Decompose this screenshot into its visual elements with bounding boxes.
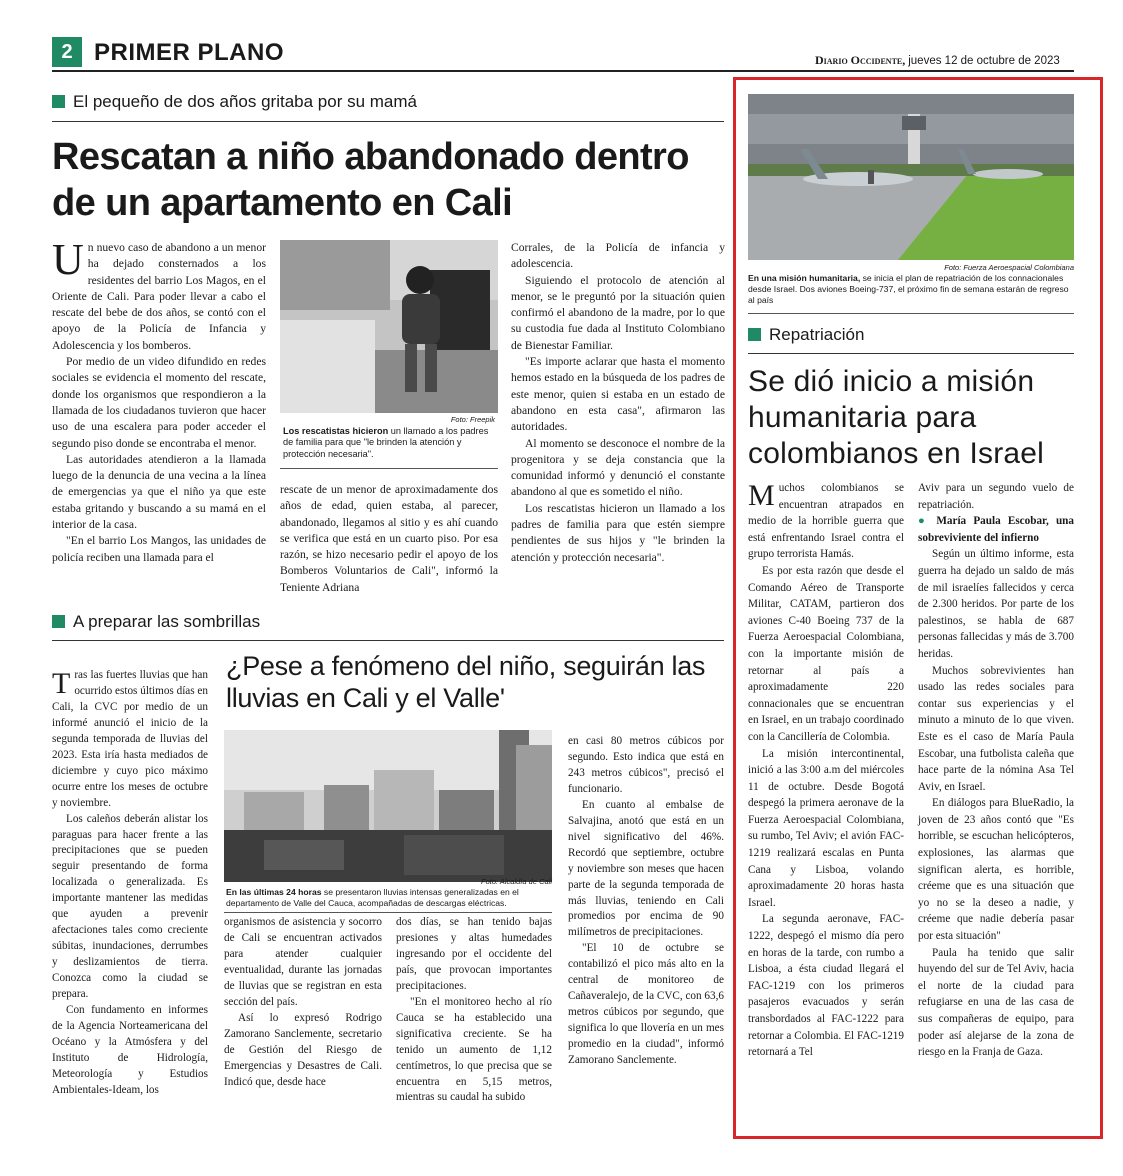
story1-column-2: rescate de un menor de aproximadamente dos años de edad, quien estaba, al parecer, abandonado, llegamos al sitio y es ahí cuando se verifica que está en un cuarto piso. Por esa razón, se hizo necesario pedir el apoyo de los Bomberos Voluntarios de Cali", informó la Teniente Adriana — [280, 483, 498, 594]
story3-column-2: Aviv para un segundo vuelo de repatriación. ● María Paula Escobar, una sobreviviente del infierno Según un último informe, esta guerra ha dejado un saldo de más de mil israelíes fallecidos y cerca de 2.300 heridos. Por parte de los palestinos, se habla de 687 personas fallecidas y más de 3.700 heridas. Muchos sobrevivientes han usado las redes sociales para contar sus experiencias y el minuto a minuto de lo que viven. Este es el caso de María Paula Escobar, una futbolista caleña que hace parte de la nómina Asa Tel Aviv, en Israel. En diálogos para BlueRadio, la joven de 23 años contó que "Es horrible, se escuchan helicópteros, explosiones, las alarmas que significan alerta, es horrible, créeme que es una situación que yo no se la deseo a nadie, y créeme que nadie debería pasar por esta situación" Paula ha tenido que salir huyendo del sur de Tel Aviv, hacia el norte de la ciudad para refugiarse en una de las casa de sus compañeras de equipo, para poder así alejarse de la zona de riesgo en la Franja de Gaza. — [918, 482, 1074, 1059]
photo-credit: Foto: Alcaldía de Cali — [480, 877, 552, 886]
story2-photo — [224, 730, 552, 882]
story1-kicker: El pequeño de dos años gritaba por su mamá — [52, 92, 417, 112]
masthead-line — [815, 53, 1060, 68]
story3-photo — [748, 94, 1074, 260]
story1-column-3: Corrales, de la Policía de infancia y adolescencia. Siguiendo el protocolo de atención al menor, se le preguntó por la situación quien confirmó el abandono de la madre, por lo que su custodia fue dada al Instituto Colombiano de Bienestar Familiar. "Es importe aclarar que hasta el momento hemos estado en la búsqueda de los padres de este menor, quien si estaba en un estado de abandono en esta casa", afirmaron las autoridades. Al momento se desconoce el nombre de la progenitora y se deja constancia que la comunidad informó y denunció el constante abandono al que es sometido el niño. Los rescatistas hicieron un llamado a los padres de familia para que estén siempre pendientes de sus hijos y "le brinden la atención y protección necesaria". — [511, 241, 725, 564]
dropcap: U — [52, 235, 84, 284]
story3-caption: Foto: Fuerza Aeroespacial Colombiana En una misión humanitaria, se inicia el plan de repatriación de los connacionales desde Israel. Dos aviones Boeing-737, el próximo fin de semana estarán de regreso al país — [748, 263, 1074, 305]
story2-caption-rule — [224, 912, 552, 913]
photo-credit: Foto: Fuerza Aeroespacial Colombiana — [944, 263, 1074, 272]
story2-column-4: en casi 80 metros cúbicos por segundo. Esto indica que está en 243 metros cúbicos", precisó el funcionario. En cuanto al embalse de Salvajina, anotó que está en un nivel significativo del 46%. Recordó que septiembre, octubre y noviembre son meses que hacen parte de la segunda temporada de más lluvias, teniendo en Cali promedios por encima de 90 milímetros de precipitaciones. "El 10 de octubre se contabilizó el pico más alto en la central de monitoreo de Cañaveralejo, de la CVC, con 63,6 metros cúbicos por segundo, que significa lo que llovería en un mes promedio en la ciudad", informó Zamorano Sanclemente. — [568, 735, 724, 1067]
story2-kicker-rule — [52, 640, 724, 641]
story2-column-1: Tras las fuertes lluvias que han ocurrido estos últimos días en Cali, la CVC por medio de un informé anunció el inicio de la segunda temporada de lluvias del 2023. Esta iría hasta mediados de diciembre y cuyo pico máximo ocurre entre los meses de octubre y noviembre. Los caleños deberán alistar los paraguas para hacer frente a las precipitaciones que se pueden seguir presentando de forma localizada o generalizada. Es importante mantener las medidas que ayuden a prevenir afectaciones tales como creciente súbitas, inundaciones, derrumbes y deslizamientos de tierra. Conozca como la ciudad se prepara. Con fundamento en informes de la Agencia Norteamericana del Océano y la Atmósfera y del Instituto de Hidrología, Meteorología y Estudios Ambientales-Ideam, los — [52, 667, 208, 1096]
photo-credit: Foto: Freepik — [450, 415, 495, 424]
header-rule — [52, 70, 1074, 72]
story3-headline: Se dió inicio a misión humanitaria para colombianos en Israel — [748, 365, 1045, 470]
story1-headline: Rescatan a niño abandonado dentro de un apartamento en Cali — [52, 136, 689, 224]
story2-kicker: A preparar las sombrillas — [52, 612, 260, 632]
kicker-square-icon — [52, 95, 65, 108]
page-number-badge: 2 — [52, 37, 82, 67]
bullet-icon: ● — [918, 515, 930, 528]
story3-subhead: ● María Paula Escobar, una sobreviviente del infierno — [918, 515, 1074, 544]
story2-column-3: dos días, se han tenido bajas presiones y altas humedades ingresando por el occidente del país, que provocan importantes precipitaciones. "En el monitoreo hecho al río Cauca se ha establecido una significativa creciente. Se ha tenido un aumento de 1,12 centímetros, lo que precisa que se encuentra en 5,15 metros, mientras su caudal ha subido — [396, 916, 552, 1104]
kicker-square-icon — [52, 615, 65, 628]
story3-column-1: Muchos colombianos se encuentran atrapados en medio de la horrible guerra que está enfrentando Israel contra el grupo terrorista Hamás. Es por esta razón que desde el Comando Aéreo de Transporte Militar, CATAM, partieron dos aviones C-40 Boeing 737 de la Fuerza Aeroespacial Colombiana, con la importante misión de retornar al país a aproximadamente 220 connacionales que se encuentran en Israel, en un trabajo coordinado con la Cancillería de Colombia. La misión intercontinental, inició a las 3:00 a.m del miércoles 11 de octubre. Desde Bogotá despegó la primera aeronave de la Fuerza Aeroespacial Colombiana, su rumbo, Tel Aviv; el avión FAC-1219 realizará escalas en Punta Cana y Lisboa, volando aproximadamente 20 horas hasta Israel. La segunda aeronave, FAC-1222, despegó el mismo día pero en horas de la tarde, con rumbo a Lisboa, a ésta ciudad llegará el FAC-1219 con los primeros pasajeros evacuados y serán transbordados al FAC-1222 para retornar a Colombia. El FAC-1219 retornará a Tel — [748, 479, 904, 1059]
story3-kicker-rule — [748, 353, 1074, 354]
dropcap: M — [748, 479, 775, 512]
story2-caption: Foto: Alcaldía de Cali En las últimas 24 horas se presentaron lluvias intensas generalizadas en el departamento de Valle del Cauca, acompañadas de descargas eléctricas. — [226, 877, 552, 908]
story1-caption: Foto: Freepik Los rescatistas hicieron un llamado a los padres de familia para que "le brinden la atención y protección necesaria". — [283, 415, 495, 459]
dropcap: T — [52, 667, 71, 700]
story2-column-2: organismos de asistencia y socorro de Cali se encuentran activados para atender cualquier eventualidad, durante las jornadas de lluvias que se registran en esta sección del país. Así lo expresó Rodrigo Zamorano Sanclemente, secretario de Gestión del Riesgo de Emergencias y Desastres de Cali. Indicó que, desde hace — [224, 916, 382, 1088]
paper-name: Diario Occidente, — [815, 53, 906, 67]
issue-date: jueves 12 de octubre de 2023 — [908, 55, 1060, 67]
story3-kicker: Repatriación — [748, 325, 864, 345]
story3-caption-rule — [748, 313, 1074, 314]
story1-photo — [280, 240, 498, 413]
story1-caption-rule — [280, 468, 498, 469]
section-title: PRIMER PLANO — [94, 39, 285, 66]
story2-headline: ¿Pese a fenómeno del niño, seguirán las lluvias en Cali y el Valle' — [226, 651, 706, 713]
kicker-square-icon — [748, 328, 761, 341]
story1-kicker-rule — [52, 121, 724, 122]
story1-column-1: Un nuevo caso de abandono a un menor ha dejado consternados a los residentes del barrio Los Magos, en el Oriente de Cali. Para poder llevar a cabo el rescate del bebe de dos años, se contó con el apoyo de la Policía de Infancia y Adolescencia y los bomberos. Por medio de un video difundido en redes sociales se evidencia el momento del rescate, donde los organismos que respondieron a la llamada de los ciudadanos tuvieron que hacer uso de una escalera para poder acceder el segundo piso donde se encontraba el menor. Las autoridades atendieron a la llamada luego de la denuncia de una vecina a la línea de emergencias ya que el niño ya que este estaba gritando y buscando a su mamá en el interior de la casa. "En el barrio Los Mangos, las unidades de policía reciben una llamada para el — [52, 235, 266, 564]
